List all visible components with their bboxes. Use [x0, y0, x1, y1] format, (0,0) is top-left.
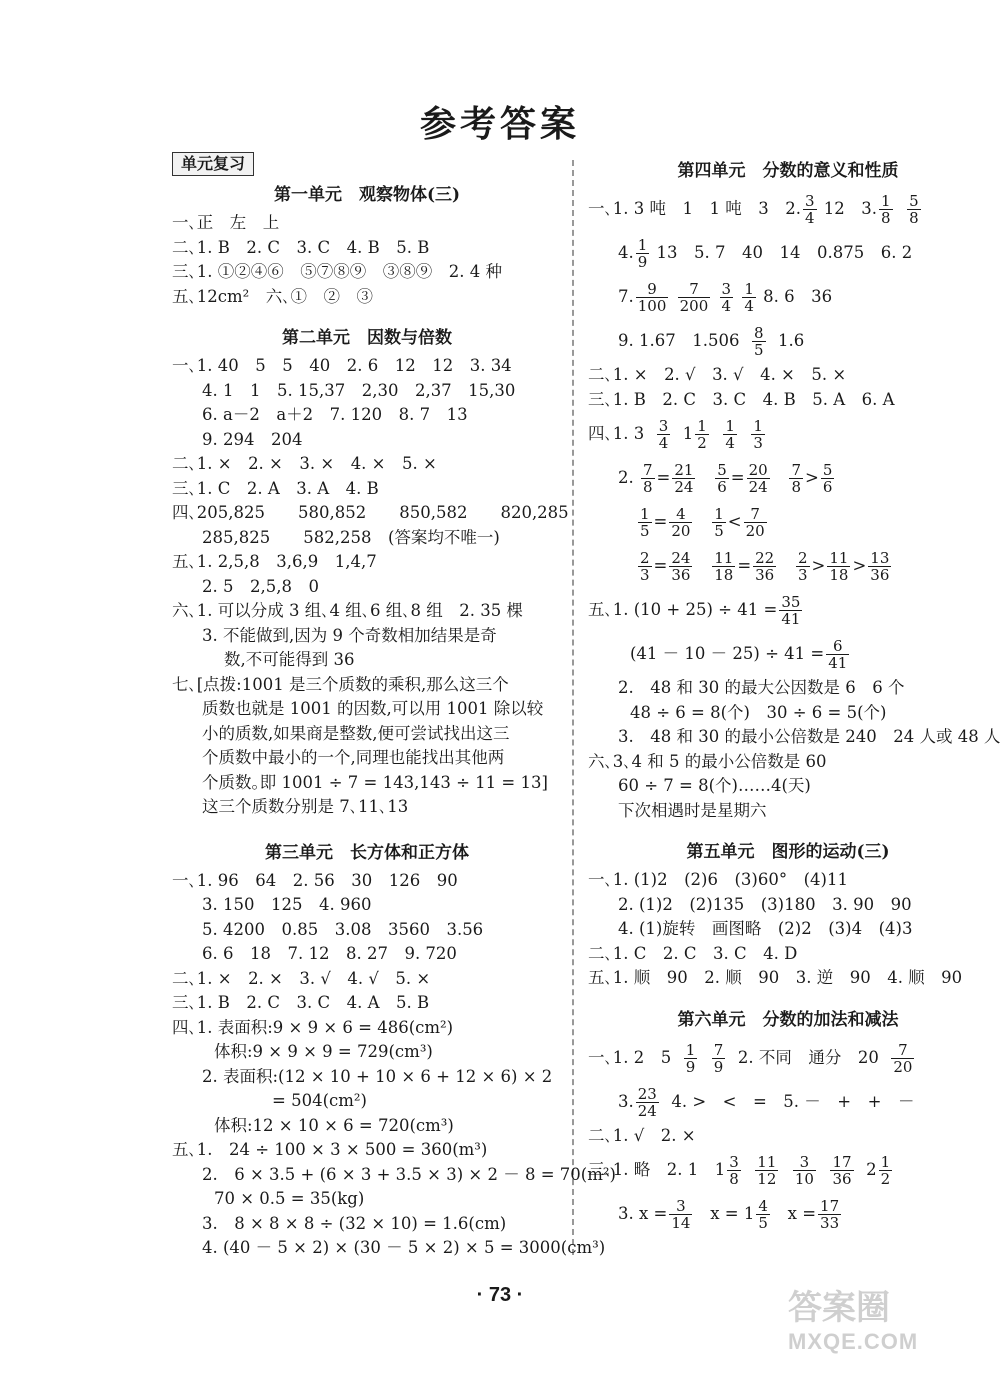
fraction: $\frac{7}{8}$ [791, 461, 801, 496]
answer-line: 三､1. B 2. C 3. C 4. B 5. A 6. A [588, 389, 895, 409]
answer-line: 四､1. 表面积:9 × 9 × 6 = 486(cm²) [172, 1017, 454, 1037]
answer-line: 体积:9 × 9 × 9 = 729(cm³) [214, 1042, 433, 1061]
answer-line: 五､1. (10 + 25) ÷ 41 = $\frac{35}{41}$ [588, 593, 801, 628]
answer-line: 2. 表面积:(12 × 10 + 10 × 6 + 12 × 6) × 2 [202, 1066, 553, 1086]
answer-line: 三､1. B 2. C 3. C 4. A 5. B [172, 993, 430, 1012]
answer-line: 3. 不能做到,因为 9 个奇数相加结果是奇 [202, 625, 497, 645]
answer-line: 六､1. 可以分成 3 组､4 组､6 组､8 组 2. 35 棵 [172, 601, 523, 620]
column-divider [572, 160, 574, 1255]
fraction: $\frac{17}{33}$ [820, 1197, 840, 1232]
left-column [172, 152, 616, 1261]
answer-line: 五､1. 24 ÷ 100 × 3 × 500 = 360(m³) [172, 1140, 488, 1159]
answer-line: 二､1. × 2. × 3. √ 4. √ 5. × [172, 968, 431, 988]
answer-line: 60 ÷ 7 = 8(个)……4(天) [618, 776, 811, 795]
fraction: $\frac{11}{18}$ [714, 549, 734, 584]
fraction: $\frac{6}{41}$ [828, 637, 848, 672]
unit-1-title: 第一单元 观察物体(三) [273, 185, 461, 205]
answer-line: 一､1. (1)2 (2)6 (3)60° (4)11 [588, 870, 848, 889]
fraction: $\frac{3}{4}$ [804, 192, 815, 227]
fraction: $\frac{1}{9}$ [685, 1040, 696, 1076]
fraction: $\frac{7}{20}$ [745, 505, 765, 540]
answer-line: 一､1. 40 5 5 40 2. 6 12 12 3. 34 [172, 356, 512, 375]
fraction: $\frac{11}{12}$ [757, 1153, 777, 1188]
answer-line: 285,825 582,258 (答案均不唯一) [202, 527, 500, 547]
answer-line: (41 － 10 － 25) ÷ 41 = $\frac{6}{41}$ [630, 637, 848, 672]
answer-line: 一､1. 96 64 2. 56 30 126 90 [172, 870, 458, 890]
fraction: $\frac{1}{5}$ [714, 505, 724, 540]
fraction: $\frac{1}{3}$ [753, 417, 763, 452]
page-number: · 73 · [476, 1284, 524, 1306]
answer-line: 五､12cm² 六､① ② ③ [172, 286, 373, 306]
answer-line: 4. (40 － 5 × 2) × (30 － 5 × 2) × 5 = 3000(cm³) [202, 1238, 606, 1257]
fraction: $\frac{22}{36}$ [755, 549, 775, 584]
answer-line: 70 × 0.5 = 35(kg) [214, 1189, 365, 1208]
section-badge: 单元复习 [172, 152, 254, 176]
fraction: $\frac{4}{5}$ [758, 1197, 768, 1232]
answer-line: 4. (1)旋转 画图略 (2)2 (3)4 (4)3 [618, 919, 913, 938]
answer-line: $\frac{2}{3}$ = $\frac{24}{36}$ $\frac{11}{18}$ = $\frac{22}{36}$ $\frac{2}{3}$ > $\frac{11}{18}$ > $\frac{13}{36}$ [640, 549, 890, 584]
answer-line: 二､1. √ 2. × [588, 1125, 696, 1145]
fraction: $\frac{23}{24}$ [637, 1084, 657, 1120]
fraction: $\frac{1}{9}$ [637, 236, 648, 271]
answer-line: 四､1. 3 $\frac{3}{4}$ 1 $\frac{1}{2}$ $\frac{1}{4}$ $\frac{1}{3}$ [588, 417, 763, 452]
answer-line: 三､1. 略 2. 1 1 $\frac{3}{8}$ $\frac{11}{12}$ $\frac{3}{10}$ $\frac{17}{36}$ 2 $\frac{1}{2}$ [588, 1153, 891, 1188]
answer-line: 48 ÷ 6 = 8(个) 30 ÷ 6 = 5(个) [630, 702, 887, 722]
right-column [588, 152, 1000, 1236]
answer-line: 个质数｡即 1001 ÷ 7 = 143,143 ÷ 11 = 13] [202, 772, 548, 792]
answer-line: $\frac{1}{5}$ = $\frac{4}{20}$ $\frac{1}{5}$ < $\frac{7}{20}$ [640, 505, 765, 540]
answer-line: 5. 4200 0.85 3.08 3560 3.56 [202, 919, 484, 939]
fraction: $\frac{5}{6}$ [717, 461, 727, 496]
answer-line: 4. $\frac{1}{9}$ 13 5. 7 40 14 0.875 6. 2 [618, 236, 913, 271]
page-title: 参考答案 [419, 103, 580, 145]
answer-line: 七､[点拨:1001 是三个质数的乘积,那么这三个 [172, 674, 509, 694]
fraction: $\frac{13}{36}$ [870, 549, 890, 584]
fraction: $\frac{3}{4}$ [721, 280, 732, 315]
answer-line: 二､1. × 2. √ 3. √ 4. × 5. × [588, 365, 847, 384]
answer-line: 3. 8 × 8 × 8 ÷ (32 × 10) = 1.6(cm) [202, 1213, 507, 1233]
answer-line: 3. x = $\frac{3}{14}$ x = 1 $\frac{4}{5}$ x = $\frac{17}{33}$ [618, 1197, 840, 1232]
answer-line: 二､1. × 2. × 3. × 4. × 5. × [172, 454, 437, 473]
answer-line: 2. $\frac{7}{8}$ = $\frac{21}{24}$ $\frac{5}{6}$ = $\frac{20}{24}$ $\frac{7}{8}$ > $\frac{5}{6}$ [618, 461, 833, 496]
fraction: $\frac{7}{20}$ [893, 1040, 913, 1076]
answer-line: 六､3､4 和 5 的最小公倍数是 60 [588, 751, 827, 771]
answer-line: 四､205,825 580,852 850,582 820,285 [172, 503, 569, 522]
fraction: $\frac{11}{18}$ [829, 549, 849, 584]
unit-5-title: 第五单元 图形的运动(三) [686, 842, 890, 862]
answer-line: 4. 1 1 5. 15,37 2,30 2,37 15,30 [202, 380, 516, 400]
fraction: $\frac{8}{5}$ [753, 324, 764, 359]
fraction: $\frac{2}{3}$ [797, 549, 808, 584]
unit-4-title: 第四单元 分数的意义和性质 [677, 161, 899, 181]
fraction: $\frac{1}{8}$ [881, 192, 891, 227]
watermark [788, 1280, 988, 1358]
answer-line: 6. 6 18 7. 12 8. 27 9. 720 [202, 944, 457, 963]
answer-line: 下次相遇时是星期六 [618, 800, 767, 820]
fraction: $\frac{1}{4}$ [744, 280, 754, 315]
unit-2-title: 第二单元 因数与倍数 [282, 328, 452, 348]
answer-line: 体积:12 × 10 × 6 = 720(cm³) [214, 1115, 454, 1135]
answer-line: 五､1. 2,5,8 3,6,9 1,4,7 [172, 552, 377, 571]
fraction: $\frac{17}{36}$ [832, 1153, 852, 1188]
fraction: $\frac{7}{200}$ [679, 280, 709, 315]
answer-line: 6. a－2 a＋2 7. 120 8. 7 13 [202, 405, 468, 424]
answer-line: = 504(cm²) [272, 1091, 367, 1110]
fraction: $\frac{3}{4}$ [658, 417, 669, 452]
unit-3-title: 第三单元 长方体和正方体 [265, 842, 469, 863]
fraction: $\frac{2}{3}$ [640, 549, 650, 584]
answer-line: 2. 6 × 3.5 + (6 × 3 + 3.5 × 3) × 2 － 8 = 70(m²) [202, 1164, 616, 1184]
fraction: $\frac{7}{8}$ [643, 461, 653, 496]
answer-line: 一､正 左 上 [172, 213, 280, 232]
fraction: $\frac{9}{100}$ [637, 280, 667, 315]
answer-line: 个质数中最小的一个,同理也能找出其他两 [202, 748, 505, 767]
answer-line: 二､1. C 2. C 3. C 4. D [588, 943, 798, 963]
answer-line: 五､1. 顺 90 2. 顺 90 3. 逆 90 4. 顺 90 [588, 968, 963, 987]
unit-6-title: 第六单元 分数的加法和减法 [677, 1009, 899, 1030]
answer-line: 三､1. ①②④⑥ ⑤⑦⑧⑨ ③⑧⑨ 2. 4 种 [172, 262, 502, 281]
fraction: $\frac{3}{8}$ [729, 1153, 739, 1188]
fraction: $\frac{1}{2}$ [880, 1153, 891, 1188]
answer-line: 2. (1)2 (2)135 (3)180 3. 90 90 [618, 894, 912, 914]
answer-line: 这三个质数分别是 7､11､13 [202, 797, 409, 816]
fraction: $\frac{21}{24}$ [674, 461, 694, 496]
watermark-logo: 答案圈 [788, 1289, 890, 1327]
watermark-url: MXQE.COM [788, 1329, 919, 1354]
fraction: $\frac{5}{6}$ [822, 461, 833, 496]
answer-line: 质数也就是 1001 的因数,可以用 1001 除以较 [202, 699, 544, 718]
answer-line: 9. 294 204 [202, 429, 303, 449]
fraction: $\frac{24}{36}$ [671, 549, 691, 584]
fraction: $\frac{35}{41}$ [781, 593, 801, 628]
answer-line: 2. 5 2,5,8 0 [202, 576, 319, 596]
answer-line: 小的质数,如果商是整数,便可尝试找出这三 [202, 723, 510, 743]
answer-line: 一､1. 3 吨 1 1 吨 3 2. $\frac{3}{4}$ 12 3. $\frac{1}{8}$ $\frac{5}{8}$ [588, 192, 919, 227]
fraction: $\frac{1}{4}$ [725, 417, 735, 452]
answer-line: 3. 150 125 4. 960 [202, 895, 372, 914]
fraction: $\frac{1}{2}$ [697, 417, 707, 452]
answer-line: 三､1. C 2. A 3. A 4. B [172, 478, 379, 498]
fraction: $\frac{20}{24}$ [748, 461, 768, 496]
answer-line: 数,不可能得到 36 [224, 650, 355, 669]
answer-line: 一､1. 2 5 $\frac{1}{9}$ $\frac{7}{9}$ 2. 不同 通分 20 $\frac{7}{20}$ [588, 1040, 913, 1076]
fraction: $\frac{3}{10}$ [794, 1153, 814, 1188]
answer-line: 7. $\frac{9}{100}$ $\frac{7}{200}$ $\frac{3}{4}$ $\frac{1}{4}$ 8. 6 36 [618, 280, 833, 315]
fraction: $\frac{7}{9}$ [713, 1040, 724, 1076]
fraction: $\frac{4}{20}$ [671, 505, 691, 540]
answer-line: 3. $\frac{23}{24}$ 4. > < = 5. － + + － [618, 1084, 915, 1120]
fraction: $\frac{1}{5}$ [640, 505, 650, 540]
answer-line: 9. 1.67 1.506 $\frac{8}{5}$ 1.6 [618, 324, 805, 359]
answer-line: 3. 48 和 30 的最小公倍数是 240 24 人或 48 人 [618, 727, 1000, 746]
answer-line: 二､1. B 2. C 3. C 4. B 5. B [172, 237, 430, 257]
fraction: $\frac{3}{14}$ [671, 1197, 691, 1232]
answer-line: 2. 48 和 30 的最大公因数是 6 6 个 [618, 678, 905, 697]
fraction: $\frac{5}{8}$ [909, 192, 919, 227]
